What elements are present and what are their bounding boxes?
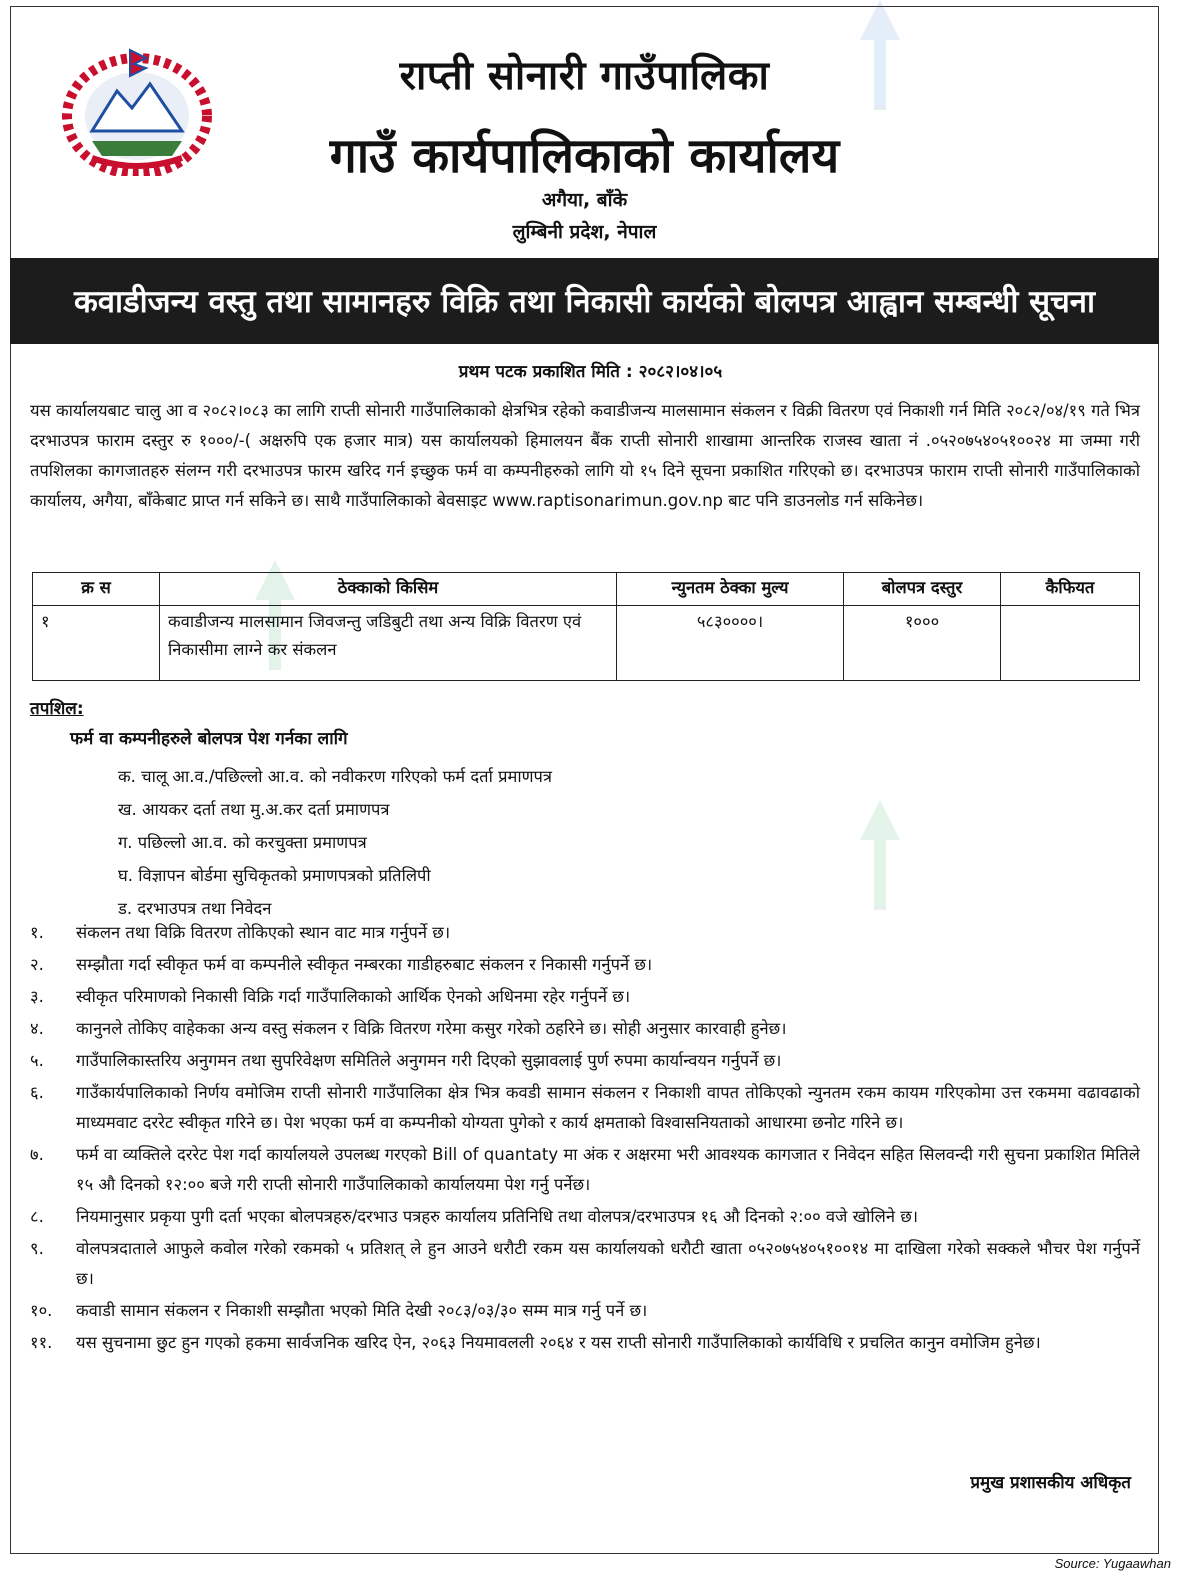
details-subheading: फर्म वा कम्पनीहरुले बोलपत्र पेश गर्नका लागि <box>70 729 348 749</box>
condition-number: १०. <box>30 1301 53 1320</box>
condition-item <box>30 1202 1140 1232</box>
signatory: प्रमुख प्रशासकीय अधिकृत <box>970 1473 1131 1493</box>
condition-text: सम्झौता गर्दा स्वीकृत फर्म वा कम्पनीले स्वीकृत नम्बरका गाडीहरुबाट संकलन र निकासी गर्नुपर्ने छ। <box>76 955 653 974</box>
condition-item <box>30 950 1140 980</box>
condition-item <box>30 1014 1140 1044</box>
condition-item <box>30 1296 1140 1326</box>
condition-number: ६. <box>30 1083 44 1102</box>
condition-number: २. <box>30 955 44 974</box>
condition-text: कवाडी सामान संकलन र निकाशी सम्झौता भएको मिति देखी २०८३/०३/३० सम्म मात्र गर्नु पर्ने छ। <box>76 1301 648 1320</box>
source-credit: Source: Yugaawhan <box>1054 1556 1171 1571</box>
condition-number: ११. <box>30 1333 53 1352</box>
condition-text: नियमानुसार प्रकृया पुगी दर्ता भएका बोलपत्रहरु/दरभाउ पत्रहरु कार्यालय प्रतिनिधि तथा वोलपत्र/दरभाउपत्र १६ औ दिनको २:०० वजे खोलिने छ। <box>76 1207 919 1226</box>
condition-number: ३. <box>30 987 44 1006</box>
office-name: गाउँ कार्यपालिकाको कार्यालय <box>329 128 840 184</box>
table-cell-serial: १ <box>33 606 160 681</box>
condition-number: ७. <box>30 1145 44 1164</box>
condition-text: स्वीकृत परिमाणको निकासी विक्रि गर्दा गाउँपालिकाको आर्थिक ऐनको अधिनमा रहेर गर्नुपर्ने छ। <box>76 987 631 1006</box>
condition-text: गाउँकार्यपालिकाको निर्णय वमोजिम राप्ती सोनारी गाउँपालिका क्षेत्र भित्र कवडी सामान संकलन र निकाशी वापत तोकिएको न्युनतम रकम कायम गरिएकोमा उत्त रकममा वढावढाको माध्यमवाट दररेट स्वीकृत गरिने छ। पेश भएका फर्म वा कम्पनीको योग्यता पुगेको र कार्य क्षमताको विश्वासनियताको आधारमा छनोट गरिने छ। <box>76 1083 1140 1132</box>
intro-paragraph: यस कार्यालयबाट चालु आ व २०८२।०८३ का लागि राप्ती सोनारी गाउँपालिकाको क्षेत्रभित्र रहेको कवाडीजन्य मालसामान संकलन र विक्री वितरण एवं निकाशी गर्न मिति २०८२/०४/१९ गते भित्र दरभाउपत्र फाराम दस्तुर रु १०००/-( अक्षरुपि एक हजार मात्र) यस कार्यालयको हिमालयन बैंक राप्ती सोनारी शाखामा आन्तरिक राजस्व खाता नं .०५२०७५४०५१००२४ मा जम्मा गरी तपशिलका कागजातहरु संलग्न गरी दरभाउपत्र फारम खरिद गर्न इच्छुक फर्म वा कम्पनीहरुको लागि यो १५ दिने सूचना प्रकाशित गरिएको छ। दरभाउपत्र फाराम राप्ती सोनारी गाउँपालिकाको कार्यालय, अगैया, बाँकेबाट प्राप्त गर्न सकिने छ। साथै गाउँपालिकाको बेवसाइट www.raptisonarimun.gov.np बाट पनि डाउनलोड गर्न सकिनेछ। <box>30 401 1140 510</box>
condition-number: ८. <box>30 1207 44 1226</box>
table-cell-contract-type: कवाडीजन्य मालसामान जिवजन्तु जडिबुटी तथा अन्य विक्रि वितरण एवं निकासीमा लाग्ने कर संकलन <box>160 606 617 681</box>
condition-text: गाउँपालिकास्तरिय अनुगमन तथा सुपरिवेक्षण समितिले अनुगमन गरी दिएको सुझावलाई पुर्ण रुपमा कार्यान्वयन गर्नुपर्ने छ। <box>76 1051 782 1070</box>
condition-item <box>30 1234 1140 1294</box>
condition-text: फर्म वा व्यक्तिले दररेट पेश गर्दा कार्यालयले उपलब्ध गरएको Bill of quantaty मा अंक र अक्षरमा भरी आवश्यक कागजात र निवेदन सहित सिलवन्दी गरी सुचना प्रकाशित मितिले १५ औ दिनको १२:०० बजे गरी राप्ती सोनारी गाउँपालिकाको कार्यालयमा पेश गर्नु पर्नेछ। <box>76 1145 1140 1194</box>
notice-title: कवाडीजन्य वस्तु तथा सामानहरु विक्रि तथा निकासी कार्यको बोलपत्र आह्वान सम्बन्धी सूचना <box>73 284 1096 320</box>
conditions-list <box>30 918 1140 1360</box>
condition-number: ४. <box>30 1019 44 1038</box>
condition-item <box>30 1046 1140 1076</box>
table-header-cell: न्युनतम ठेक्का मुल्य <box>617 573 844 606</box>
list-item: ग. पछिल्लो आ.व. को करचुक्ता प्रमाणपत्र <box>118 833 367 852</box>
condition-item <box>30 918 1140 948</box>
municipality-name: राप्ती सोनारी गाउँपालिका <box>399 53 770 99</box>
condition-item <box>30 1078 1140 1138</box>
list-item: ड. दरभाउपत्र तथा निवेदन <box>118 899 272 918</box>
table-cell-remarks <box>1001 606 1140 681</box>
table-header-cell: कैफियत <box>1001 573 1140 606</box>
details-heading: तपशिल: <box>30 699 84 719</box>
list-item: ख. आयकर दर्ता तथा मु.अ.कर दर्ता प्रमाणपत्र <box>118 800 390 819</box>
condition-number: ९. <box>30 1239 44 1258</box>
publish-date: प्रथम पटक प्रकाशित मिति : २०८२।०४।०५ <box>458 362 723 382</box>
condition-item <box>30 1140 1140 1200</box>
required-documents-list <box>118 760 552 925</box>
table-cell-min-price: ५८३००००। <box>617 606 844 681</box>
notice-title-banner <box>10 258 1159 344</box>
condition-item <box>30 982 1140 1012</box>
condition-item <box>30 1328 1140 1358</box>
table-header-cell: क्र स <box>33 573 160 606</box>
table-header-cell: ठेक्काको किसिम <box>160 573 617 606</box>
table-header-row <box>33 573 1140 606</box>
table-cell-fee: १००० <box>844 606 1001 681</box>
condition-text: कानुनले तोकिए वाहेकका अन्य वस्तु संकलन र विक्रि वितरण गरेमा कसुर गरेको ठहरिने छ। सोही अनुसार कारवाही हुनेछ। <box>76 1019 787 1038</box>
contract-table <box>32 572 1140 681</box>
list-item: घ. विज्ञापन बोर्डमा सुचिकृतको प्रमाणपत्रको प्रतिलिपी <box>118 866 431 885</box>
condition-text: वोलपत्रदाताले आफुले कवोल गरेको रकमको ५ प्रतिशत् ले हुन आउने धरौटी रकम यस कार्यालयको धरौटी खाता ०५२०७५४०५१००१४ मा दाखिला गरेको सक्कले भौचर पेश गर्नुपर्ने छ। <box>76 1239 1140 1288</box>
letterhead <box>10 6 1159 258</box>
condition-number: १. <box>30 923 44 942</box>
table-header-cell: बोलपत्र दस्तुर <box>844 573 1001 606</box>
watermark-arrow-icon <box>860 800 900 910</box>
condition-number: ५. <box>30 1051 44 1070</box>
list-item: क. चालू आ.व./पछिल्लो आ.व. को नवीकरण गरिएको फर्म दर्ता प्रमाणपत्र <box>118 767 553 786</box>
condition-text: यस सुचनामा छुट हुन गएको हकमा सार्वजनिक खरिद ऐन, २०६३ नियमावलली २०६४ र यस राप्ती सोनारी गाउँपालिकाको कार्यविधि र प्रचलित कानुन वमोजिम हुनेछ। <box>76 1333 1041 1352</box>
address-line-2: लुम्बिनी प्रदेश, नेपाल <box>512 221 657 243</box>
condition-text: संकलन तथा विक्रि वितरण तोकिएको स्थान वाट मात्र गर्नुपर्ने छ। <box>76 923 451 942</box>
address-line-1: अगैया, बाँके <box>541 189 628 211</box>
table-row <box>33 606 1140 681</box>
